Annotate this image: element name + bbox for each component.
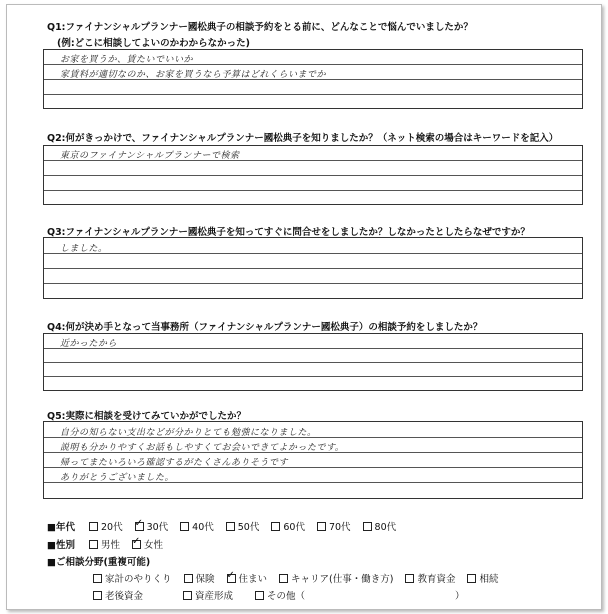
age-50-label: 50代	[237, 522, 260, 533]
q4-answer-box	[43, 333, 583, 391]
field-education-checkbox[interactable]	[405, 574, 414, 583]
age-50-checkbox[interactable]	[226, 522, 235, 531]
q5-answer-line-3: 帰ってまたいろいろ確認するがたくさんありそうです	[60, 458, 289, 468]
gender-male-label: 男性	[100, 540, 120, 551]
age-20-checkbox[interactable]	[89, 522, 98, 531]
age-80-label: 80代	[374, 522, 397, 533]
age-40-label: 40代	[192, 522, 214, 533]
q5-answer-line-4: ありがとうございました。	[60, 473, 175, 483]
field-inheritance-checkbox[interactable]	[467, 574, 476, 583]
gender-female-checkbox[interactable]	[132, 540, 141, 549]
gender-label: ■性別	[47, 540, 75, 551]
field-inheritance-label: 相続	[479, 574, 499, 585]
q5-answer-line-2: 説明も分かりやすくお話もしやすくてお会いできてよかったです。	[60, 443, 345, 453]
age-row	[47, 519, 408, 533]
field-row-2	[93, 588, 465, 602]
q2-answer-box	[43, 145, 583, 205]
survey-page	[6, 4, 602, 610]
q1-answer-line-2: 家賃料が適切なのか、お家を買うなら予算はどれくらいまでか	[60, 70, 327, 80]
q5-answer-line-1: 自分の知らない支出などが分かりとても勉強になりました。	[60, 428, 317, 438]
field-insurance-label: 保険	[195, 574, 215, 585]
q3-answer-line-1: しました。	[60, 244, 108, 254]
field-housing-label: 住まい	[238, 574, 268, 585]
field-career-checkbox[interactable]	[279, 574, 288, 583]
gender-row	[47, 537, 175, 551]
field-other-label: その他（	[267, 591, 306, 602]
age-30-checkbox[interactable]	[135, 522, 144, 531]
field-household-checkbox[interactable]	[93, 574, 102, 583]
q1-example: (例:どこに相談してよいのかわからなかった)	[57, 38, 250, 49]
q5-title: Q5:実際に相談を受けてみていかがでしたか？	[47, 411, 246, 422]
q4-title: Q4:何が決め手となって当事務所（ファイナンシャルプランナー國松典子）の相談予約をしましたか？	[47, 322, 483, 333]
age-70-label: 70代	[328, 522, 351, 533]
age-60-checkbox[interactable]	[271, 522, 280, 531]
field-assets-label: 資産形成	[195, 591, 234, 602]
q1-answer-box	[43, 49, 583, 109]
field-retirement-label: 老後資金	[105, 591, 144, 602]
age-70-checkbox[interactable]	[317, 522, 326, 531]
q3-title: Q3:ファイナンシャルプランナー國松典子を知ってすぐに問合せをしましたか？しなかったとしたらなぜですか？	[47, 227, 530, 238]
gender-female-label: 女性	[144, 540, 164, 551]
field-row-label	[47, 554, 164, 568]
field-other-close: ）	[455, 591, 465, 602]
q1-title: Q1:ファイナンシャルプランナー國松典子の相談予約をとる前に、どんなことで悩んでいましたか？	[47, 22, 473, 33]
field-career-label: キャリア(仕事・働き方)	[291, 574, 394, 585]
field-household-label: 家計のやりくり	[105, 574, 172, 585]
field-housing-checkbox[interactable]	[227, 574, 236, 583]
q2-title: Q2:何がきっかけで、ファイナンシャルプランナー國松典子を知りましたか？（ネット検索の場合はキーワードを記入）	[47, 133, 559, 144]
q2-answer-line-1: 東京のファイナンシャルプランナーで検索	[60, 151, 240, 161]
q1-answer-line-1: お家を買うか、賃たいでいいか	[60, 55, 194, 65]
field-education-label: 教育資金	[417, 574, 456, 585]
age-20-label: 20代	[100, 522, 123, 533]
field-insurance-checkbox[interactable]	[184, 574, 193, 583]
field-other-checkbox[interactable]	[255, 591, 264, 600]
field-label: ■ご相談分野(重複可能)	[47, 557, 151, 568]
q5-answer-box	[43, 421, 583, 499]
age-label: ■年代	[47, 522, 75, 533]
age-30-label: 30代	[146, 522, 169, 533]
q3-answer-box	[43, 237, 583, 299]
age-60-label: 60代	[283, 522, 305, 533]
field-retirement-checkbox[interactable]	[93, 591, 102, 600]
age-80-checkbox[interactable]	[363, 522, 372, 531]
field-assets-checkbox[interactable]	[183, 591, 192, 600]
age-40-checkbox[interactable]	[180, 522, 189, 531]
gender-male-checkbox[interactable]	[89, 540, 98, 549]
field-row-1	[93, 571, 511, 585]
q4-answer-line-1: 近かったから	[60, 339, 118, 349]
